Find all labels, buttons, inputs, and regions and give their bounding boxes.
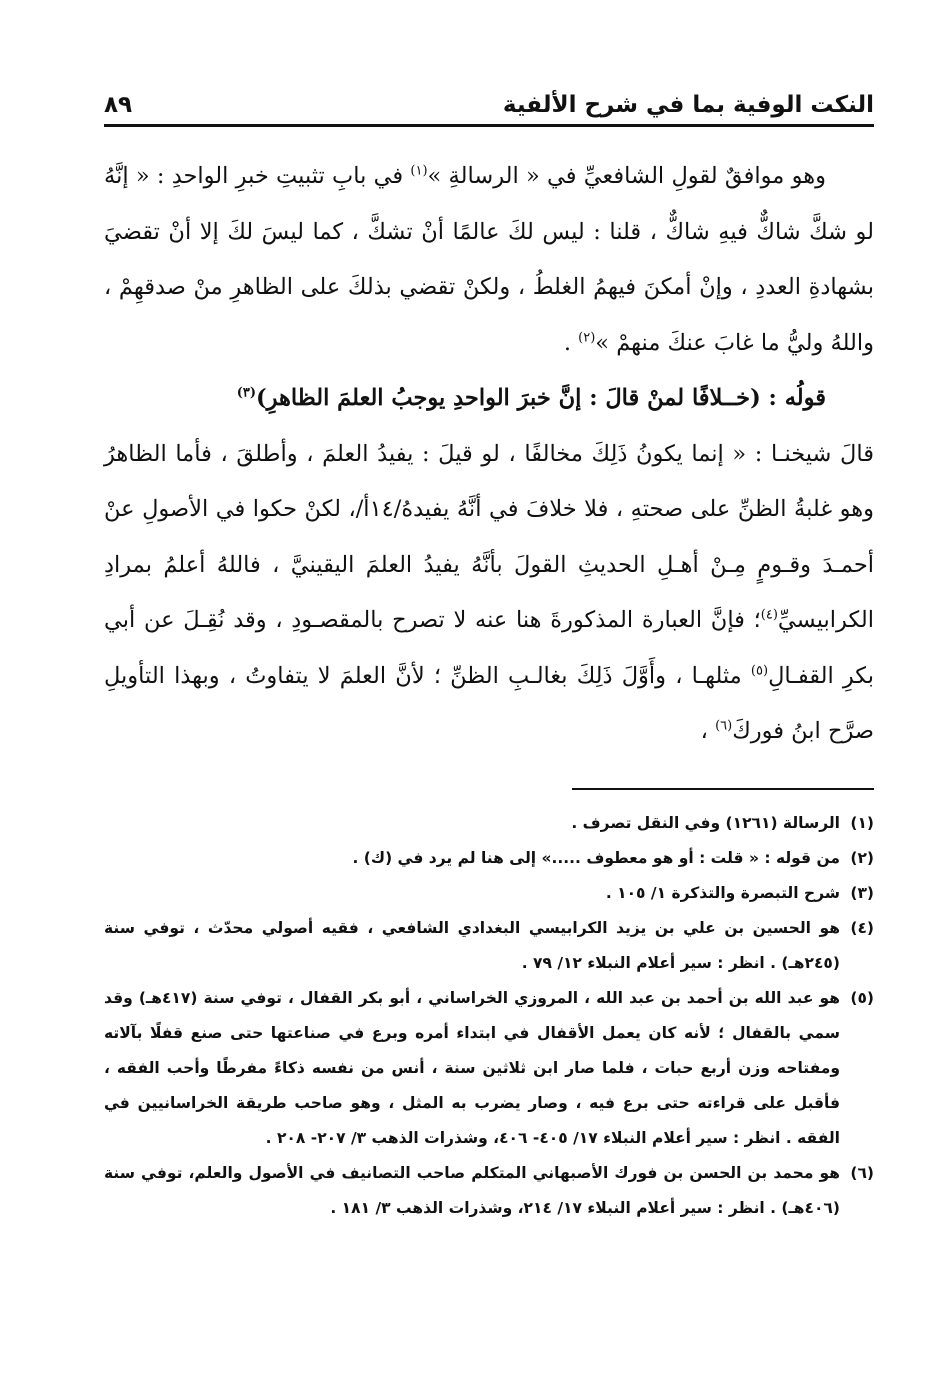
footnote-ref-3[interactable]: (٣) (236, 385, 256, 401)
footnote-text: هو محمد بن الحسن بن فورك الأصبهاني المتكلم صاحب التصانيف في الأصول والعلم، توفي سنة (٤٠٦هـ) . انظر : سير أعلام النبلاء ١٧/ ٢١٤، وشذرات الذهب ٣/ ١٨١ . (104, 1163, 840, 1217)
main-text (104, 149, 874, 760)
paragraph-1-text-a: وهو موافقٌ لقولِ الشافعيِّ في « الرسالةِ » (427, 163, 826, 189)
footnote-ref-1[interactable]: (١) (410, 163, 428, 179)
header-rule (104, 124, 874, 127)
footnote-number: (٤) (850, 918, 874, 937)
paragraph-2 (104, 371, 874, 427)
footnote-number: (٢) (850, 848, 874, 867)
footnote-ref-2[interactable]: (٢) (578, 330, 596, 345)
footnote-text: هو عبد الله بن أحمد بن عبد الله ، المروزي الخراساني ، أبو بكر القفال ، توفي سنة (٤١٧هـ) وقد سمي بالقفال ؛ لأنه كان يعمل الأقفال في ابتداء أمره وبرع في صناعتها حتى صنع قفلًا بآلاته ومفتاحه وزن أربع حبات ، فلما صار ابن ثلاثين سنة ، أنس من نفسه ذكاءً مفرطًا وأحب الفقه ، فأقبل على قراءته حتى برع فيه ، وصار يضرب به المثل ، وهو صاحب طريقة الخراسانيين في الفقه . انظر : سير أعلام النبلاء ١٧/ ٤٠٥- ٤٠٦، وشذرات الذهب ٣/ ٢٠٧- ٢٠٨ . (104, 988, 840, 1147)
footnote-separator (572, 788, 874, 790)
footnote-text: من قوله : « قلت : أو هو معطوف .....» إلى هنا لم يرد في (ك) . (352, 848, 840, 867)
paragraph-3-text-b: ؛ فإنَّ العبارة المذكورةَ هنا عنه لا تصرح بالمقصـودِ ، وقد نُقِـلَ عن أبي بكرِ القفـالِ (104, 607, 874, 689)
footnote-number: (٦) (850, 1163, 874, 1182)
footnote-5 (104, 981, 874, 1156)
page-number: ٨٩ (104, 92, 133, 118)
footnote-3 (104, 876, 874, 911)
paragraph-3 (104, 427, 874, 760)
footnotes (104, 806, 874, 1226)
footnote-4 (104, 911, 874, 981)
footnote-number: (٣) (850, 883, 874, 902)
paragraph-3-end: ، (700, 718, 716, 744)
paragraph-2-text: قولُه : (خــلافًا لمنْ قالَ : إنَّ خبرَ الواحدِ يوجبُ العلمَ الظاهرِ) (255, 385, 826, 411)
footnote-number: (٥) (850, 988, 874, 1007)
footnote-ref-5[interactable]: (٥) (750, 663, 769, 678)
footnote-text: شرح التبصرة والتذكرة ١/ ١٠٥ . (605, 883, 840, 902)
paragraph-3-text-c: مثلهـا ، وأَوَّلَ ذَلِكَ بغالـبِ الظنِّ ؛ لأنَّ العلمَ لا يتفاوتُ ، وبهذا التأويلِ صرَّح ابنُ فوركَ (104, 662, 874, 744)
footnote-ref-4[interactable]: (٤) (760, 607, 778, 623)
footnote-2 (104, 841, 874, 876)
paragraph-1-end: . (563, 329, 579, 356)
footnote-number: (١) (850, 813, 874, 832)
footnote-text: الرسالة (١٢٦١) وفي النقل تصرف . (571, 813, 840, 832)
running-header (104, 78, 874, 118)
paragraph-3-text-a: قالَ شيخنـا : « إنما يكونُ ذَلِكَ مخالفًا ، لو قيلَ : يفيدُ العلمَ ، وأطلقَ ، فأما الظاهرُ وهو غلبةُ الظنِّ على صحتهِ ، فلا خلافَ في أنَّهُ يفيدهُ/١٤أ/، لكنْ حكوا في الأصولِ عنْ أحمـدَ وقـومٍ مِـنْ أهـلِ الحديثِ القولَ بأنَّهُ يفيدُ العلمَ اليقينيَّ ، فاللهُ أعلمُ بمرادِ الكرابيسيِّ (104, 440, 874, 633)
paragraph-1 (104, 149, 874, 371)
footnote-ref-6[interactable]: (٦) (715, 718, 733, 734)
footnote-6 (104, 1156, 874, 1226)
footnote-text: هو الحسين بن علي بن يزيد الكرابيسي البغدادي الشافعي ، فقيه أصولي محدّث ، توفي سنة (٢٤٥هـ) . انظر : سير أعلام النبلاء ١٢/ ٧٩ . (104, 918, 840, 972)
paragraph-1-text-b: في بابِ تثبيتِ خبرِ الواحدِ : « إنَّهُ لو شكَّ شاكٌّ فيهِ شاكٌّ ، قلنا : ليس لكَ عالمًا أنْ تشكَّ ، كما ليسَ لكَ إلا أنْ تقضيَ بشهادةِ العددِ ، وإنْ أمكنَ فيهمُ الغلطُ ، ولكنْ تقضي بذلكَ على الظاهرِ منْ صدقهِمْ ، واللهُ وليُّ ما غابَ عنكَ منهمْ » (104, 163, 874, 356)
running-title: النكت الوفية بما في شرح الألفية (502, 92, 874, 118)
footnote-1 (104, 806, 874, 841)
